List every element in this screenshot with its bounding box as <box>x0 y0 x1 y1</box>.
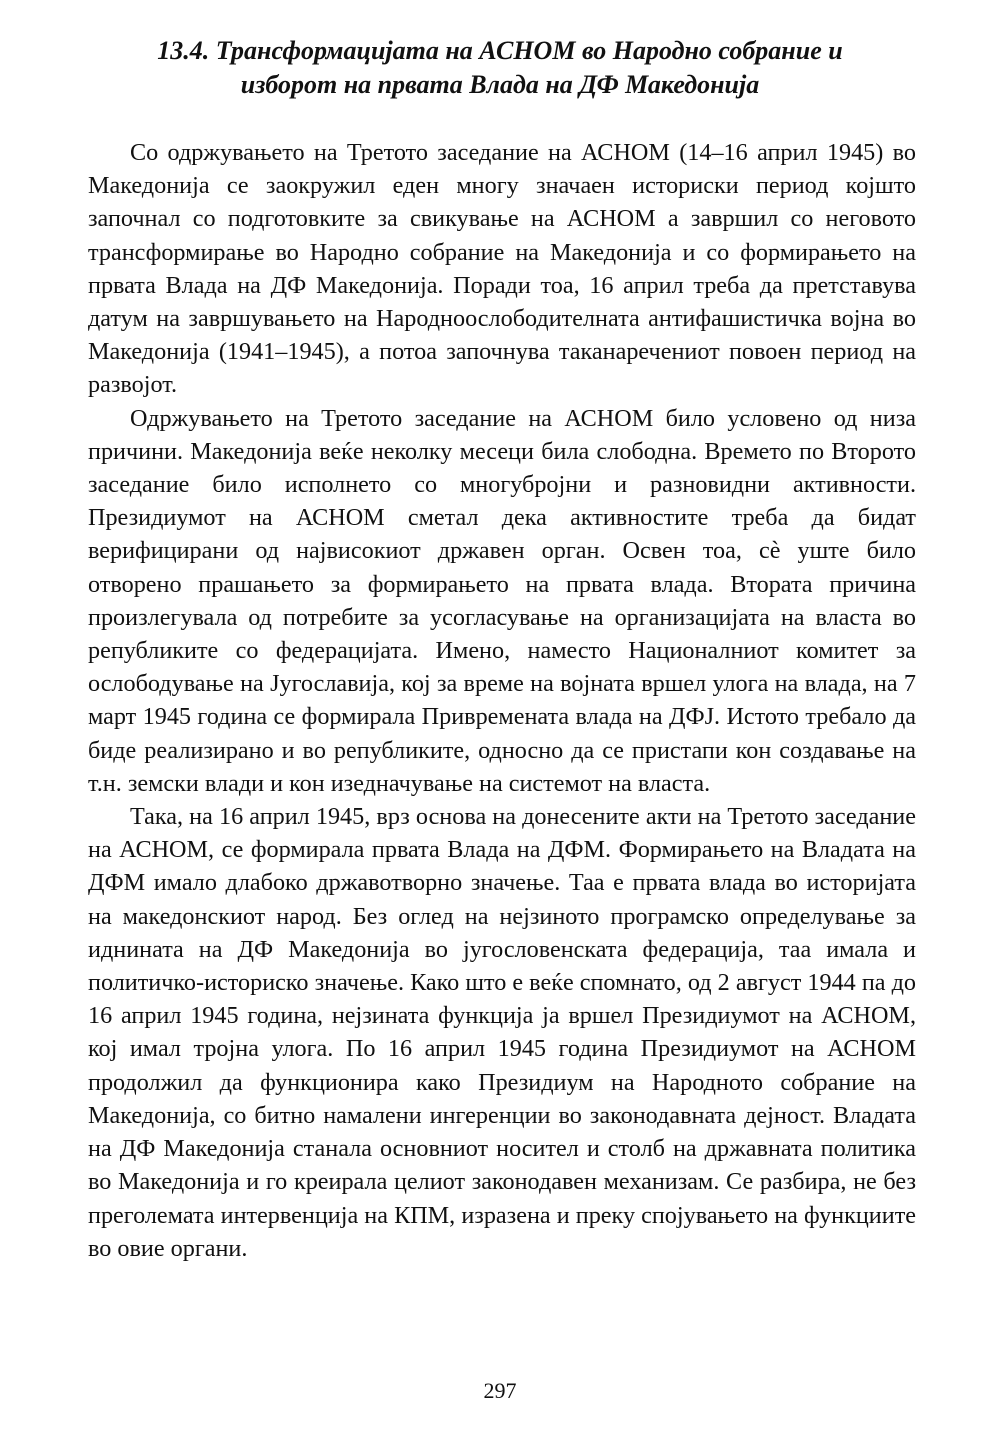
paragraph-2: Одржувањето на Третото заседание на АСНОМ било условено од низа причини. Македонија веќе неколку месеци била слободна. Времето по Второто заседание било исполнето со многубројни и разновидни активности. Президиумот на АСНОМ сметал дека активностите треба да бидат верифицирани од највисокиот државен орган. Освен тоа, сè уште било отворено прашањето за формирањето на првата влада. Втората причина произлегувала од потребите за усогласување на организацијата на власта во републиките со федерацијата. Имено, наместо Националниот комитет за ослободување на Југославија, кој за време на војната вршел улога на влада, на 7 март 1945 година се формирала Привремената влада на ДФЈ. Истото требало да биде реализирано и во републиките, односно да се пристапи кон создавање на т.н. земски влади и кон изедначување на системот на власта. <box>88 404 916 797</box>
page-number: 297 <box>483 1378 517 1403</box>
section-heading-line-1: 13.4. Трансформацијата на АСНОМ во Народно собрание и <box>157 36 843 65</box>
section-heading-line-2: изборот на првата Влада на ДФ Македонија <box>240 70 760 99</box>
section-heading <box>90 34 910 102</box>
paragraph-1: Со одржувањето на Третото заседание на АСНОМ (14–16 април 1945) во Македонија се заокружил еден многу значаен историски период којшто започнал со подготовките за свикување на АСНОМ а завршил со неговото трансформирање во Народно собрание на Македонија и со формирањето на првата Влада на ДФ Македонија. Поради тоа, 16 април треба да претставува датум на завршувањето на Народноослободителната антифашистичка војна во Македонија (1941–1945), а потоа започнува таканаречениот повоен период на развојот. <box>88 139 916 399</box>
paragraph-3: Така, на 16 април 1945, врз основа на донесените акти на Третото заседание на АСНОМ, се формирала првата Влада на ДФМ. Формирањето на Владата на ДФМ имало длабоко државотворно значење. Таа е првата влада во историјата на македонскиот народ. Без оглед на нејзиното програмско определување за иднината на ДФ Македонија во југословенската федерација, таа имала и политичко-историско значење. Како што е веќе спомнато, од 2 август 1944 па до 16 април 1945 година, нејзината функција ја вршел Президиумот на АСНОМ, кој имал тројна улога. По 16 април 1945 година Президиумот на АСНОМ продолжил да функционира како Президиум на Народното собрание на Македонија, со битно намалени ингеренции во законодавната дејност. Владата на ДФ Македонија станала основниот носител и столб на државната политика во Македонија и го креирала целиот законодавен механизам. Се разбира, не без преголемата интервенција на КПМ, изразена и преку спојувањето на функциите во овие органи. <box>88 803 916 1262</box>
body-text <box>88 136 916 1265</box>
